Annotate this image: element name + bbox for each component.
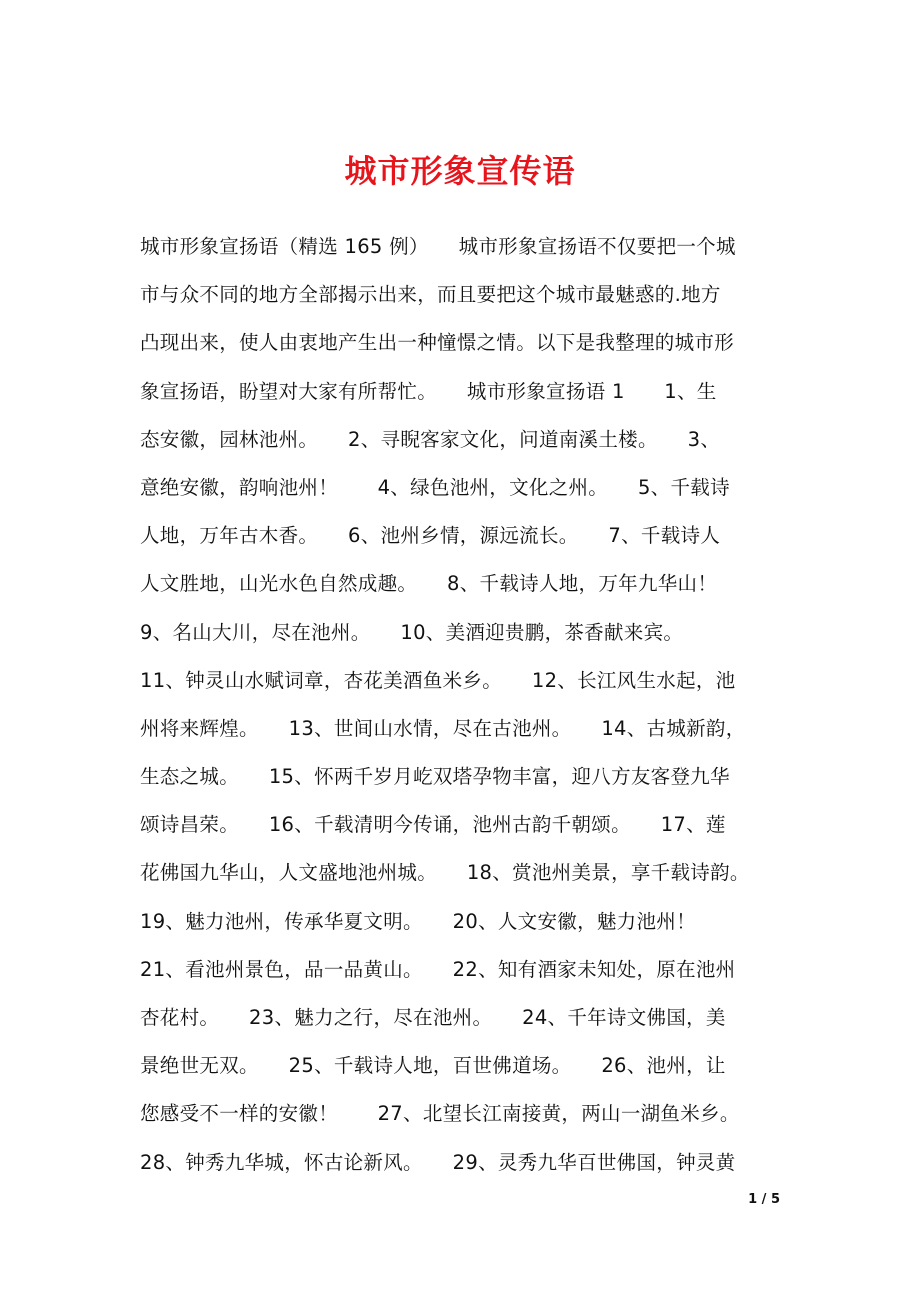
text-line: 生态之城。 15、怀两千岁月屹双塔孕物丰富，迎八方友客登九华	[140, 765, 730, 789]
text-line: 意绝安徽，韵响池州！ 4、绿色池州，文化之州。 5、千载诗	[140, 475, 730, 499]
text-line: 9、名山大川，尽在池州。 10、美酒迎贵鹏，茶香献来宾。	[140, 620, 684, 644]
text-line: 州将来辉煌。 13、世间山水情，尽在古池州。 14、古城新韵，	[140, 716, 746, 740]
text-line: 人地，万年古木香。 6、池州乡情，源远流长。 7、千载诗人	[140, 524, 721, 548]
text-line: 景绝世无双。 25、千载诗人地，百世佛道场。 26、池州，让	[140, 1054, 726, 1078]
document-body	[140, 232, 800, 1196]
text-line: 象宣扬语，盼望对大家有所帮忙。 城市形象宣扬语 1 1、生	[140, 379, 717, 403]
text-line: 凸现出来，使人由衷地产生出一种憧憬之情。以下是我整理的城市形	[140, 331, 735, 355]
text-line: 21、看池州景色，品一品黄山。 22、知有酒家未知处，原在池州	[140, 957, 736, 981]
text-line: 态安徽，园林池州。 2、寻睨客家文化，问道南溪土楼。 3、	[140, 427, 721, 451]
text-line: 城市形象宣扬语（精选 165 例） 城市形象宣扬语不仅要把一个城	[140, 235, 736, 258]
text-line: 您感受不一样的安徽！ 27、北望长江南接黄，两山一湖鱼米乡。	[140, 1102, 740, 1126]
text-line: 颂诗昌荣。 16、千载清明今传诵，池州古韵千朝颂。 17、莲	[140, 813, 726, 837]
text-line: 市与众不同的地方全部揭示出来，而且要把这个城市最魅惑的.地方	[140, 283, 721, 307]
text-line: 花佛国九华山，人文盛地池州城。 18、赏池州美景，享千载诗韵。	[140, 861, 750, 885]
text-line: 19、魅力池州，传承华夏文明。 20、人文安徽，魅力池州！	[140, 909, 696, 933]
text-line: 杏花村。 23、魅力之行，尽在池州。 24、千年诗文佛国，美	[140, 1006, 726, 1029]
text-line: 28、钟秀九华城，怀古论新风。 29、灵秀九华百世佛国，钟灵黄	[140, 1150, 736, 1174]
text-line: 11、钟灵山水赋词章，杏花美酒鱼米乡。 12、长江风生水起，池	[140, 668, 736, 692]
document-title: 城市形象宣传语	[344, 152, 576, 190]
page-number: 1 / 5	[748, 1192, 780, 1207]
text-line: 人文胜地，山光水色自然成趣。 8、千载诗人地，万年九华山！	[140, 572, 718, 596]
